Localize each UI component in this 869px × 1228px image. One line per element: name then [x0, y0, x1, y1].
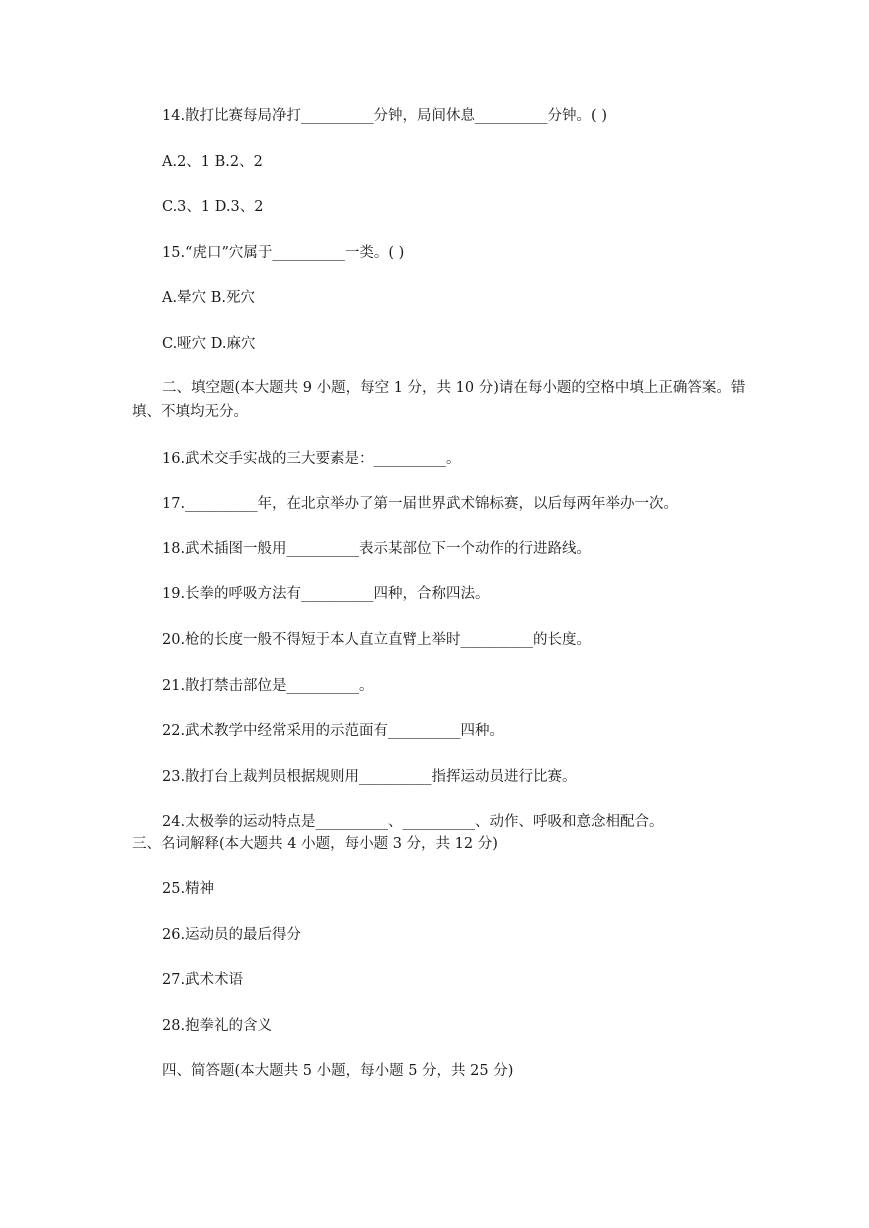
section-4-title: 四、简答题(本大题共 5 小题，每小题 5 分，共 25 分)	[162, 1063, 514, 1079]
question-22: 22.武术教学中经常采用的示范面有__________四种。	[162, 723, 505, 739]
section-3-title: 三、名词解释(本大题共 4 小题，每小题 3 分，共 12 分)	[132, 836, 498, 852]
question-15-options-ab: A.晕穴 B.死穴	[162, 290, 255, 306]
question-19: 19.长拳的呼吸方法有__________四种，合称四法。	[162, 586, 490, 602]
question-23: 23.散打台上裁判员根据规则用__________指挥运动员进行比赛。	[162, 769, 577, 785]
question-14-options-ab: A.2、1 B.2、2	[162, 154, 263, 170]
question-26: 26.运动员的最后得分	[162, 927, 302, 943]
question-25: 25.精神	[162, 881, 215, 897]
question-15: 15.“虎口”穴属于__________一类。( )	[162, 245, 405, 261]
question-21: 21.散打禁击部位是__________。	[162, 678, 374, 694]
question-17: 17.__________年，在北京举办了第一届世界武术锦标赛，以后每两年举办一次。	[162, 496, 679, 512]
question-20: 20.枪的长度一般不得短于本人直立直臂上举时__________的长度。	[162, 632, 592, 648]
question-28: 28.抱拳礼的含义	[162, 1018, 273, 1034]
question-27: 27.武术术语	[162, 972, 244, 988]
question-24: 24.太极拳的运动特点是__________、__________、动作、呼吸和意念相配合。	[162, 814, 664, 830]
question-14-options-cd: C.3、1 D.3、2	[162, 199, 264, 215]
section-2-intro: 二、填空题(本大题共 9 小题，每空 1 分，共 10 分)请在每小题的空格中填上正确答案。错填、不填均无分。	[132, 380, 746, 420]
question-16: 16.武术交手实战的三大要素是：__________。	[162, 451, 461, 467]
question-18: 18.武术插图一般用__________表示某部位下一个动作的行进路线。	[162, 541, 592, 557]
question-15-options-cd: C.哑穴 D.麻穴	[162, 336, 256, 352]
question-14: 14.散打比赛每局净打__________分钟，局间休息__________分钟。( )	[162, 108, 607, 124]
